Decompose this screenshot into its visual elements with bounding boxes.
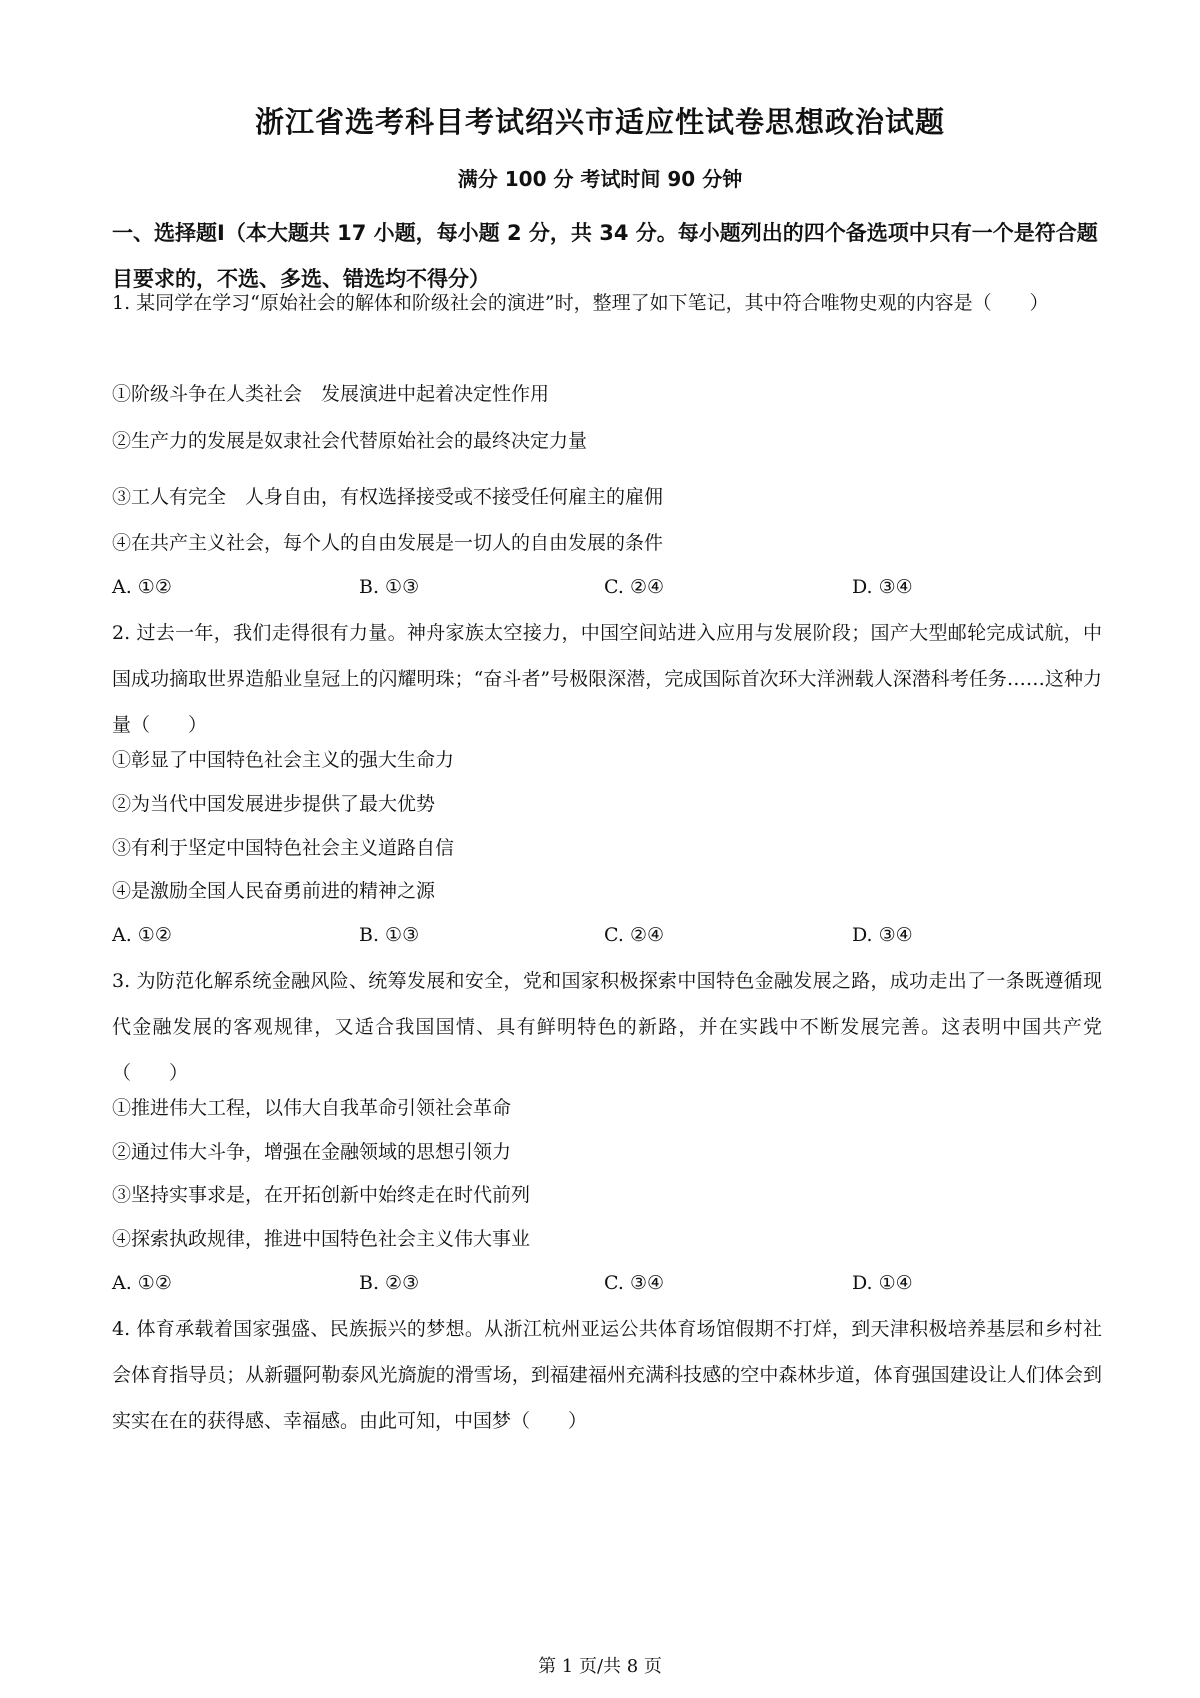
choice-d: D. ③④ [852, 576, 913, 598]
question-1-option-3: ③工人有完全 人身自由，有权选择接受或不接受任何雇主的雇佣 [112, 486, 664, 508]
question-1-option-1: ①阶级斗争在人类社会 发展演进中起着决定性作用 [112, 383, 550, 405]
choice-d: D. ③④ [852, 924, 913, 946]
question-1-stem: 1. 某同学在学习“原始社会的解体和阶级社会的演进”时，整理了如下笔记，其中符合唯物史观的内容是（ ） [112, 292, 1049, 314]
question-2-option-2: ②为当代中国发展进步提供了最大优势 [112, 793, 436, 815]
question-3-option-2: ②通过伟大斗争，增强在金融领域的思想引领力 [112, 1141, 512, 1163]
choice-a: A. ①② [112, 576, 172, 598]
question-2-option-4: ④是激励全国人民奋勇前进的精神之源 [112, 880, 436, 902]
question-3-option-4: ④探索执政规律，推进中国特色社会主义伟大事业 [112, 1228, 531, 1250]
choice-b: B. ②③ [359, 1272, 420, 1294]
page-number: 第 1 页/共 8 页 [538, 1656, 662, 1677]
choice-c: C. ②④ [604, 576, 665, 598]
question-4-stem: 4. 体育承载着国家强盛、民族振兴的梦想。从浙江杭州亚运公共体育场馆假期不打烊，到天津积极培养基层和乡村社会体育指导员；从新疆阿勒泰风光旖旎的滑雪场，到福建福州充满科技感的空中森林步道，体育强国建设让人们体会到实实在在的获得感、幸福感。由此可知，中国梦（ ） [112, 1318, 1102, 1432]
choice-d: D. ①④ [852, 1272, 913, 1294]
question-3-stem: 3. 为防范化解系统金融风险、统筹发展和安全，党和国家积极探索中国特色金融发展之路，成功走出了一条既遵循现代金融发展的客观规律，又适合我国国情、具有鲜明特色的新路，并在实践中不断发展完善。这表明中国共产党（ ） [112, 970, 1102, 1084]
question-1-choices [112, 572, 1102, 602]
section-heading: 一、选择题Ⅰ（本大题共 17 小题，每小题 2 分，共 34 分。每小题列出的四个备选项中只有一个是符合题目要求的，不选、多选、错选均不得分） [112, 221, 1098, 291]
question-2-choices [112, 920, 1102, 950]
question-2-option-3: ③有利于坚定中国特色社会主义道路自信 [112, 837, 455, 859]
question-1-option-4: ④在共产主义社会，每个人的自由发展是一切人的自由发展的条件 [112, 532, 664, 554]
choice-c: C. ③④ [604, 1272, 665, 1294]
question-2-stem: 2. 过去一年，我们走得很有力量。神舟家族太空接力，中国空间站进入应用与发展阶段；国产大型邮轮完成试航，中国成功摘取世界造船业皇冠上的闪耀明珠；“奋斗者”号极限深潜，完成国际首次环大洋洲载人深潜科考任务……这种力量（ ） [112, 622, 1102, 736]
choice-b: B. ①③ [359, 576, 420, 598]
page-title: 浙江省选考科目考试绍兴市适应性试卷思想政治试题 [254, 105, 945, 139]
question-1-option-2: ②生产力的发展是奴隶社会代替原始社会的最终决定力量 [112, 430, 588, 452]
choice-c: C. ②④ [604, 924, 665, 946]
question-3-option-3: ③坚持实事求是，在开拓创新中始终走在时代前列 [112, 1184, 531, 1206]
choice-b: B. ①③ [359, 924, 420, 946]
choice-a: A. ①② [112, 924, 172, 946]
question-3-choices [112, 1268, 1102, 1298]
choice-a: A. ①② [112, 1272, 172, 1294]
question-2-option-1: ①彰显了中国特色社会主义的强大生命力 [112, 749, 455, 771]
question-3-option-1: ①推进伟大工程，以伟大自我革命引领社会革命 [112, 1097, 512, 1119]
exam-info: 满分 100 分 考试时间 90 分钟 [457, 167, 743, 191]
